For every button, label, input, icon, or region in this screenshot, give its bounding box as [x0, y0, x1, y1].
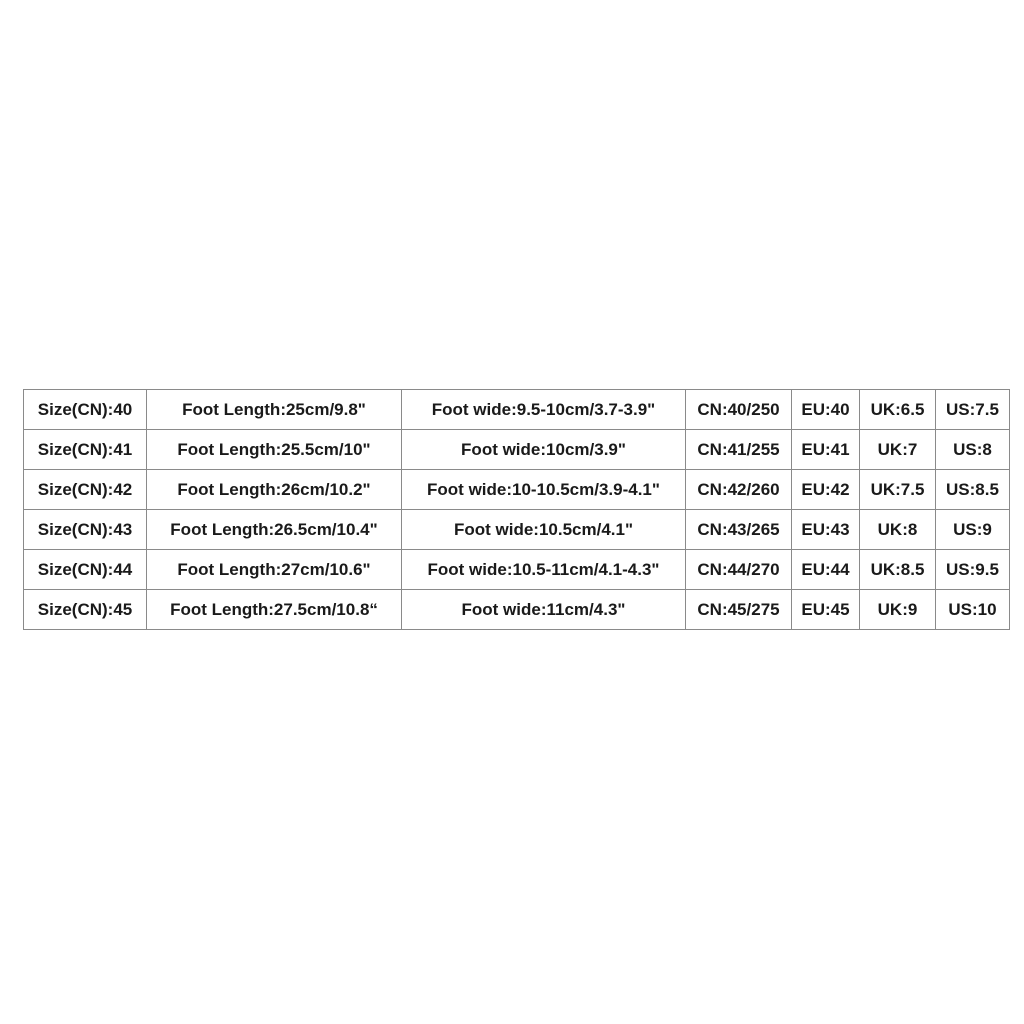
us-size-cell: US:10 — [936, 590, 1010, 630]
size-chart-table — [23, 389, 1010, 630]
foot-width-cell: Foot wide:11cm/4.3" — [402, 590, 686, 630]
us-size-cell: US:8 — [936, 430, 1010, 470]
us-size-cell: US:9.5 — [936, 550, 1010, 590]
table-row — [24, 550, 1010, 590]
eu-size-cell: EU:40 — [792, 390, 860, 430]
table-row — [24, 390, 1010, 430]
foot-width-cell: Foot wide:10.5-11cm/4.1-4.3" — [402, 550, 686, 590]
foot-width-cell: Foot wide:10.5cm/4.1" — [402, 510, 686, 550]
cn-size-cell: Size(CN):43 — [24, 510, 147, 550]
us-size-cell: US:7.5 — [936, 390, 1010, 430]
us-size-cell: US:8.5 — [936, 470, 1010, 510]
foot-length-cell: Foot Length:27cm/10.6" — [147, 550, 402, 590]
cn-size-cell: Size(CN):44 — [24, 550, 147, 590]
eu-size-cell: EU:42 — [792, 470, 860, 510]
us-size-cell: US:9 — [936, 510, 1010, 550]
foot-length-cell: Foot Length:25cm/9.8" — [147, 390, 402, 430]
foot-length-cell: Foot Length:26.5cm/10.4" — [147, 510, 402, 550]
eu-size-cell: EU:43 — [792, 510, 860, 550]
uk-size-cell: UK:8.5 — [860, 550, 936, 590]
foot-length-cell: Foot Length:25.5cm/10" — [147, 430, 402, 470]
foot-length-cell: Foot Length:26cm/10.2" — [147, 470, 402, 510]
table-row — [24, 590, 1010, 630]
cn-code-cell: CN:44/270 — [686, 550, 792, 590]
foot-width-cell: Foot wide:10-10.5cm/3.9-4.1" — [402, 470, 686, 510]
cn-size-cell: Size(CN):41 — [24, 430, 147, 470]
foot-length-cell: Foot Length:27.5cm/10.8“ — [147, 590, 402, 630]
cn-code-cell: CN:40/250 — [686, 390, 792, 430]
foot-width-cell: Foot wide:9.5-10cm/3.7-3.9" — [402, 390, 686, 430]
cn-size-cell: Size(CN):40 — [24, 390, 147, 430]
uk-size-cell: UK:7 — [860, 430, 936, 470]
eu-size-cell: EU:41 — [792, 430, 860, 470]
uk-size-cell: UK:9 — [860, 590, 936, 630]
cn-code-cell: CN:43/265 — [686, 510, 792, 550]
cn-size-cell: Size(CN):45 — [24, 590, 147, 630]
uk-size-cell: UK:6.5 — [860, 390, 936, 430]
table-row — [24, 510, 1010, 550]
cn-code-cell: CN:41/255 — [686, 430, 792, 470]
eu-size-cell: EU:45 — [792, 590, 860, 630]
cn-code-cell: CN:42/260 — [686, 470, 792, 510]
table-row — [24, 470, 1010, 510]
uk-size-cell: UK:7.5 — [860, 470, 936, 510]
table-row — [24, 430, 1010, 470]
uk-size-cell: UK:8 — [860, 510, 936, 550]
eu-size-cell: EU:44 — [792, 550, 860, 590]
foot-width-cell: Foot wide:10cm/3.9" — [402, 430, 686, 470]
cn-code-cell: CN:45/275 — [686, 590, 792, 630]
cn-size-cell: Size(CN):42 — [24, 470, 147, 510]
